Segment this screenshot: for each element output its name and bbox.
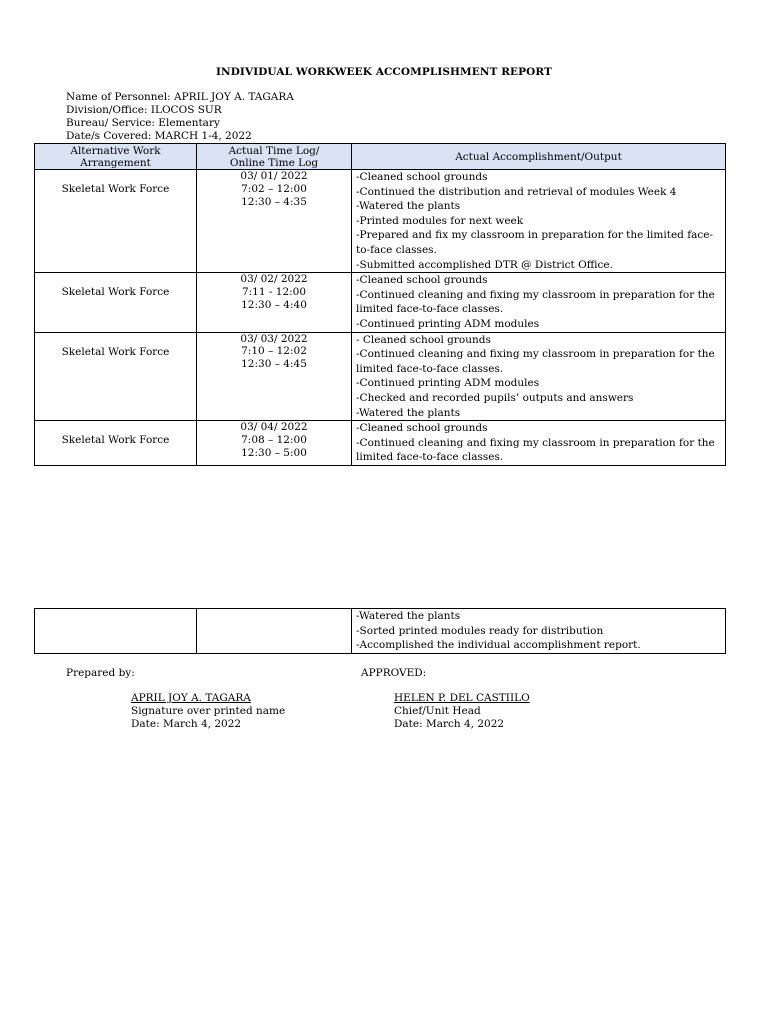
header-time-log-line2: Online Time Log — [229, 156, 319, 169]
header-time-log-line1: Actual Time Log/ — [228, 144, 320, 157]
accomplishment-cell — [352, 421, 726, 466]
list-item: -Prepared and fix my classroom in preparation for the limited face- — [356, 229, 714, 242]
list-item: -Continued cleaning and fixing my classroom in preparation for the — [356, 348, 715, 361]
empty-cell — [35, 609, 197, 654]
time-log-pm: 12:30 – 4:45 — [241, 358, 307, 371]
time-log-am: 7:08 – 12:00 — [241, 433, 307, 446]
time-log-pm: 12:30 – 4:40 — [241, 298, 307, 311]
approver-block — [394, 692, 530, 731]
list-item: limited face-to-face classes. — [356, 303, 504, 316]
table-row — [35, 170, 726, 273]
time-log-cell — [197, 170, 352, 273]
approver-name: HELEN P. DEL CASTIILO — [394, 692, 530, 704]
list-item: -Watered the plants — [356, 200, 461, 213]
time-log-cell — [197, 273, 352, 332]
time-log-am: 7:11 - 12:00 — [241, 285, 307, 298]
preparer-date: Date: March 4, 2022 — [131, 718, 242, 730]
list-item: limited face-to-face classes. — [356, 362, 504, 375]
list-item: -Sorted printed modules ready for distribution — [356, 624, 604, 637]
header-time-log — [197, 144, 352, 170]
list-item: limited face-to-face classes. — [356, 451, 504, 464]
table-row — [35, 421, 726, 466]
preparer-role: Signature over printed name — [131, 705, 286, 717]
division-office: Division/Office: ILOCOS SUR — [66, 104, 222, 116]
time-log-am: 7:10 – 12:02 — [241, 345, 307, 358]
report-title: INDIVIDUAL WORKWEEK ACCOMPLISHMENT REPORT — [216, 66, 552, 78]
approver-date: Date: March 4, 2022 — [394, 718, 505, 730]
table-header-row — [35, 144, 726, 170]
list-item: -Cleaned school grounds — [356, 422, 488, 435]
header-arrangement-line1: Alternative Work — [70, 144, 161, 157]
header-arrangement — [35, 144, 197, 170]
list-item: -Checked and recorded pupils’ outputs and answers — [356, 391, 634, 404]
arrangement-cell: Skeletal Work Force — [35, 273, 197, 332]
continuation-table — [34, 608, 726, 654]
list-item: -Continued printing ADM modules — [356, 317, 540, 330]
list-item: -Submitted accomplished DTR @ District Office. — [356, 258, 613, 271]
list-item: -Printed modules for next week — [356, 214, 524, 227]
list-item: -Watered the plants — [356, 406, 461, 419]
time-log-cell — [197, 421, 352, 466]
personnel-info — [66, 91, 294, 143]
time-log-am: 7:02 – 12:00 — [241, 182, 307, 195]
arrangement-cell: Skeletal Work Force — [35, 421, 197, 466]
personnel-name: Name of Personnel: APRIL JOY A. TAGARA — [66, 91, 294, 103]
approver-role: Chief/Unit Head — [394, 705, 481, 717]
time-log-pm: 12:30 – 4:35 — [241, 195, 307, 208]
accomplishment-table — [34, 143, 726, 466]
arrangement-cell: Skeletal Work Force — [35, 170, 197, 273]
table-row — [35, 332, 726, 421]
preparer-name: APRIL JOY A. TAGARA — [131, 692, 251, 704]
empty-cell — [197, 609, 352, 654]
header-accomplishment: Actual Accomplishment/Output — [352, 144, 726, 170]
bureau-service: Bureau/ Service: Elementary — [66, 117, 220, 129]
time-log-cell — [197, 332, 352, 421]
accomplishment-cell — [352, 332, 726, 421]
table-row — [35, 609, 726, 654]
time-log-date: 03/ 01/ 2022 — [240, 170, 308, 182]
list-item: to-face classes. — [356, 243, 437, 256]
list-item: -Continued cleaning and fixing my classroom in preparation for the — [356, 288, 715, 301]
preparer-block — [131, 692, 285, 731]
header-arrangement-line2: Arrangement — [80, 156, 151, 169]
approved-label: APPROVED: — [361, 667, 427, 679]
time-log-date: 03/ 02/ 2022 — [240, 273, 308, 286]
time-log-date: 03/ 04/ 2022 — [240, 421, 308, 434]
list-item: -Accomplished the individual accomplishment report. — [356, 639, 641, 652]
arrangement-cell: Skeletal Work Force — [35, 332, 197, 421]
dates-covered: Date/s Covered: MARCH 1-4, 2022 — [66, 130, 252, 142]
time-log-pm: 12:30 – 5:00 — [241, 446, 307, 459]
list-item: -Continued printing ADM modules — [356, 377, 540, 390]
list-item: - Cleaned school grounds — [356, 333, 491, 346]
list-item: -Continued the distribution and retrieval of modules Week 4 — [356, 185, 677, 198]
list-item: -Cleaned school grounds — [356, 274, 488, 287]
continuation-accomplishments — [352, 609, 726, 654]
prepared-by-label: Prepared by: — [66, 667, 135, 679]
list-item: -Watered the plants — [356, 610, 461, 622]
accomplishment-cell — [352, 273, 726, 332]
list-item: -Cleaned school grounds — [356, 171, 488, 183]
list-item: -Continued cleaning and fixing my classroom in preparation for the — [356, 436, 715, 449]
table-row — [35, 273, 726, 332]
time-log-date: 03/ 03/ 2022 — [240, 332, 308, 345]
accomplishment-cell — [352, 170, 726, 273]
